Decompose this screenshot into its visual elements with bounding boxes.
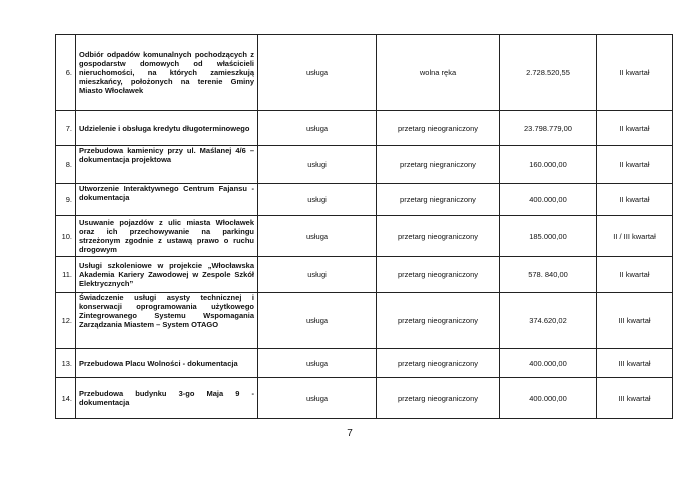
item-type: usługi [258,146,377,184]
estimated-amount: 185.000,00 [500,216,597,257]
item-name: Przebudowa budynku 3-go Maja 9 - dokumentacja [76,378,258,419]
quarter: II kwartał [597,146,673,184]
table-row [56,111,673,146]
estimated-amount: 400.000,00 [500,378,597,419]
item-type: usługa [258,35,377,111]
procurement-mode: wolna ręka [377,35,500,111]
item-name: Usługi szkoleniowe w projekcie „Włocławska Akademia Kariery Zawodowej w Zespole Szkół Elektrycznych” [76,257,258,293]
item-type: usługa [258,378,377,419]
procurement-mode: przetarg nieograniczony [377,378,500,419]
estimated-amount: 2.728.520,55 [500,35,597,111]
item-name: Odbiór odpadów komunalnych pochodzących z gospodarstw domowych od właścicieli nieruchomości, na których zamieszkują mieszkańcy, położonych na terenie Gminy Miasto Włocławek [76,35,258,111]
estimated-amount: 400.000,00 [500,349,597,378]
item-type: usługi [258,257,377,293]
estimated-amount: 23.798.779,00 [500,111,597,146]
procurement-mode: przetarg nieograniczony [377,349,500,378]
row-number: 12. [56,293,76,349]
row-number: 9. [56,184,76,216]
item-type: usługa [258,293,377,349]
quarter: II kwartał [597,257,673,293]
procurement-mode: przetarg nieograniczony [377,111,500,146]
table-row [56,257,673,293]
row-number: 11. [56,257,76,293]
item-name: Świadczenie usługi asysty technicznej i konserwacji oprogramowania użytkowego Zintegrowanego Systemu Wspomagania Zarządzania Miastem – System OTAGO [76,293,258,349]
estimated-amount: 578. 840,00 [500,257,597,293]
procurement-plan-table [55,34,673,419]
table-row [56,146,673,184]
row-number: 7. [56,111,76,146]
row-number: 14. [56,378,76,419]
estimated-amount: 400.000,00 [500,184,597,216]
item-type: usługa [258,216,377,257]
estimated-amount: 160.000,00 [500,146,597,184]
item-name: Przebudowa Placu Wolności - dokumentacja [76,349,258,378]
item-name: Przebudowa kamienicy przy ul. Maślanej 4/6 – dokumentacja projektowa [76,146,258,184]
row-number: 6. [56,35,76,111]
quarter: II / III kwartał [597,216,673,257]
quarter: II kwartał [597,184,673,216]
procurement-mode: przetarg nieograniczony [377,257,500,293]
table-row [56,293,673,349]
procurement-mode: przetarg nieograniczony [377,293,500,349]
item-type: usługa [258,349,377,378]
item-type: usługi [258,184,377,216]
item-type: usługa [258,111,377,146]
table-row [56,349,673,378]
quarter: III kwartał [597,378,673,419]
estimated-amount: 374.620,02 [500,293,597,349]
table-row [56,216,673,257]
quarter: II kwartał [597,35,673,111]
row-number: 13. [56,349,76,378]
procurement-mode: przetarg nieograniczony [377,216,500,257]
procurement-mode: przetarg niegraniczony [377,184,500,216]
row-number: 8. [56,146,76,184]
table-row [56,378,673,419]
quarter: II kwartał [597,111,673,146]
quarter: III kwartał [597,293,673,349]
row-number: 10. [56,216,76,257]
item-name: Usuwanie pojazdów z ulic miasta Włocławek oraz ich przechowywanie na parkingu strzeżonym zgodnie z ustawą prawo o ruchu drogowym [76,216,258,257]
item-name: Udzielenie i obsługa kredytu długoterminowego [76,111,258,146]
item-name: Utworzenie Interaktywnego Centrum Fajansu - dokumentacja [76,184,258,216]
page-number: 7 [347,428,353,439]
table-row [56,35,673,111]
table-row [56,184,673,216]
procurement-mode: przetarg niegraniczony [377,146,500,184]
quarter: III kwartał [597,349,673,378]
